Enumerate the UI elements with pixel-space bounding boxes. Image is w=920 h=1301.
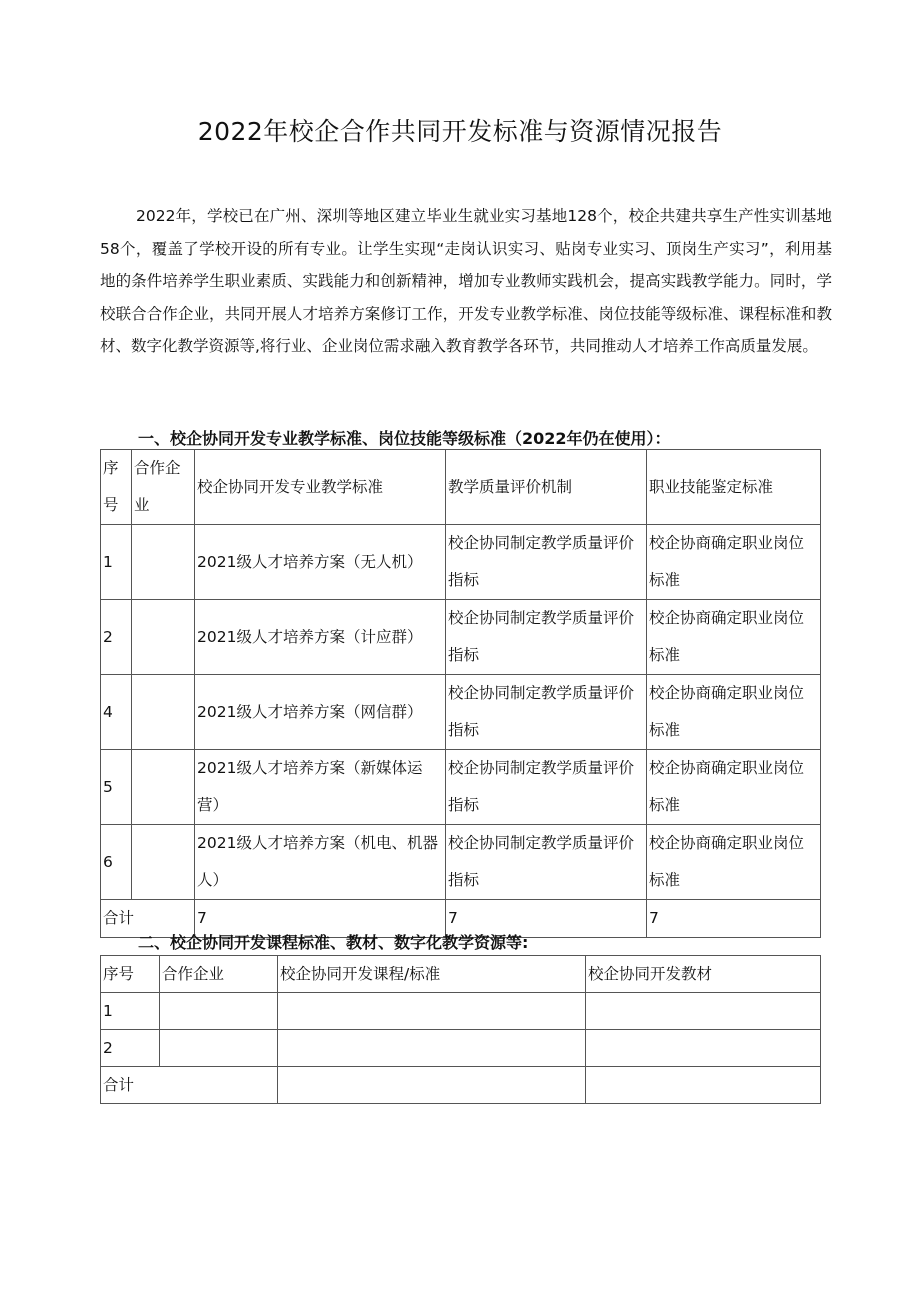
table-total-row (101, 1067, 821, 1104)
table-row (101, 993, 821, 1030)
total-skill: 7 (647, 900, 821, 938)
header-cell: 序号 (101, 956, 160, 993)
standard-cell: 2021级人才培养方案（计应群） (195, 600, 446, 675)
standard-cell: 2021级人才培养方案（新媒体运营） (195, 750, 446, 825)
resources-table (100, 955, 821, 1104)
company-cell (132, 600, 195, 675)
course-cell (278, 1030, 586, 1067)
total-label: 合计 (101, 1067, 278, 1104)
skill-cell: 校企协商确定职业岗位标准 (647, 525, 821, 600)
course-cell (278, 993, 586, 1030)
header-cell: 校企协同开发教材 (586, 956, 821, 993)
evaluation-cell: 校企协同制定教学质量评价指标 (446, 525, 647, 600)
standard-cell: 2021级人才培养方案（网信群） (195, 675, 446, 750)
evaluation-cell: 校企协同制定教学质量评价指标 (446, 825, 647, 900)
table-row (101, 825, 821, 900)
header-cell: 合作企业 (160, 956, 278, 993)
intro-paragraph: 2022年，学校已在广州、深圳等地区建立毕业生就业实习基地128个，校企共建共享生产性实训基地58个，覆盖了学校开设的所有专业。让学生实现“走岗认识实习、贴岗专业实习、顶岗生产实习”，利用基地的条件培养学生职业素质、实践能力和创新精神，增加专业教师实践机会，提高实践教学能力。同时，学校联合合作企业，共同开展人才培养方案修订工作，开发专业教学标准、岗位技能等级标准、课程标准和教材、数字化教学资源等,将行业、企业岗位需求融入教育教学各环节，共同推动人才培养工作高质量发展。 (100, 207, 832, 355)
table-header-row (101, 450, 821, 525)
total-label: 合计 (101, 900, 195, 938)
evaluation-cell: 校企协同制定教学质量评价指标 (446, 600, 647, 675)
skill-cell: 校企协商确定职业岗位标准 (647, 600, 821, 675)
total-textbook (586, 1067, 821, 1104)
row-number: 2 (101, 1030, 160, 1067)
header-cell: 教学质量评价机制 (446, 450, 647, 525)
skill-cell: 校企协商确定职业岗位标准 (647, 675, 821, 750)
table-header-row (101, 956, 821, 993)
header-cell: 合作企业 (132, 450, 195, 525)
section2-heading: 二、校企协同开发课程标准、教材、数字化教学资源等: (138, 933, 529, 952)
row-number: 4 (101, 675, 132, 750)
header-cell: 序号 (101, 450, 132, 525)
section1-heading: 一、校企协同开发专业教学标准、岗位技能等级标准（2022年仍在使用）： (138, 429, 671, 448)
skill-cell: 校企协商确定职业岗位标准 (647, 825, 821, 900)
header-cell: 校企协同开发课程/标准 (278, 956, 586, 993)
header-cell: 校企协同开发专业教学标准 (195, 450, 446, 525)
table-row (101, 600, 821, 675)
total-standard: 7 (195, 900, 446, 938)
company-cell (132, 750, 195, 825)
table-row (101, 1030, 821, 1067)
standards-table (100, 449, 821, 938)
row-number: 6 (101, 825, 132, 900)
row-number: 1 (101, 525, 132, 600)
evaluation-cell: 校企协同制定教学质量评价指标 (446, 675, 647, 750)
total-course (278, 1067, 586, 1104)
skill-cell: 校企协商确定职业岗位标准 (647, 750, 821, 825)
standard-cell: 2021级人才培养方案（无人机） (195, 525, 446, 600)
textbook-cell (586, 1030, 821, 1067)
total-evaluation: 7 (446, 900, 647, 938)
textbook-cell (586, 993, 821, 1030)
row-number: 1 (101, 993, 160, 1030)
company-cell (132, 675, 195, 750)
row-number: 5 (101, 750, 132, 825)
evaluation-cell: 校企协同制定教学质量评价指标 (446, 750, 647, 825)
table-row (101, 525, 821, 600)
standard-cell: 2021级人才培养方案（机电、机器人） (195, 825, 446, 900)
company-cell (160, 1030, 278, 1067)
company-cell (132, 825, 195, 900)
header-cell: 职业技能鉴定标准 (647, 450, 821, 525)
table-row (101, 675, 821, 750)
company-cell (160, 993, 278, 1030)
row-number: 2 (101, 600, 132, 675)
page-title: 2022年校企合作共同开发标准与资源情况报告 (197, 117, 723, 146)
table-row (101, 750, 821, 825)
company-cell (132, 525, 195, 600)
